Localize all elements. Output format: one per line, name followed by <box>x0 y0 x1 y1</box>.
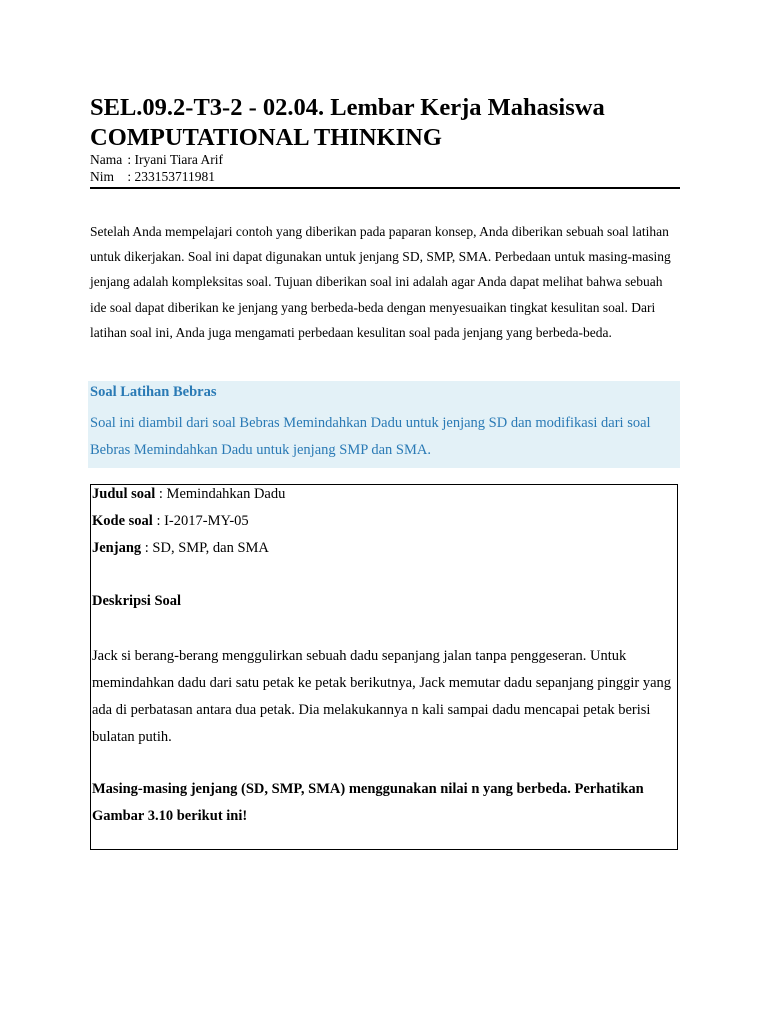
kode-value: : I-2017-MY-05 <box>152 513 249 529</box>
page-title <box>90 93 680 153</box>
level-note: Masing-masing jenjang (SD, SMP, SMA) menggunakan nilai n yang berbeda. Perhatikan Gambar 3.10 berikut ini! <box>92 781 644 824</box>
kode-row <box>92 511 249 531</box>
description-text: Jack si berang-berang menggulirkan sebuah dadu sepanjang jalan tanpa penggeseran. Untuk memindahkan dadu dari satu petak ke petak berikutnya, Jack memutar dadu sepanjang pinggir yang ada di perbatasan antara dua petak. Dia melakukannya n kali sampai dadu mencapai petak berisi bulatan putih. <box>92 648 672 745</box>
description-heading: Deskripsi Soal <box>92 593 182 609</box>
judul-label: Judul soal <box>92 486 156 502</box>
callout-body: Soal ini diambil dari soal Bebras Memindahkan Dadu untuk jenjang SD dan modifikasi dari soal Bebras Memindahkan Dadu untuk jenjang SMP dan SMA. <box>90 415 651 458</box>
title-line-2: COMPUTATIONAL THINKING <box>90 124 442 151</box>
jenjang-label: Jenjang <box>92 540 142 556</box>
name-label: Nama <box>90 152 123 167</box>
kode-label: Kode soal <box>92 513 153 529</box>
judul-value: : Memindahkan Dadu <box>155 486 286 502</box>
student-name-row <box>90 152 223 168</box>
nim-value: : 233153711981 <box>127 169 215 184</box>
nim-label: Nim <box>90 169 115 184</box>
student-nim-row <box>90 169 215 185</box>
callout-title: Soal Latihan Bebras <box>90 384 217 400</box>
name-value: : Iryani Tiara Arif <box>127 152 223 167</box>
title-line-1: SEL.09.2-T3-2 - 02.04. Lembar Kerja Mahasiswa <box>90 94 605 121</box>
jenjang-row <box>92 538 269 558</box>
header-divider <box>90 187 680 189</box>
intro-paragraph: Setelah Anda mempelajari contoh yang diberikan pada paparan konsep, Anda diberikan sebuah soal latihan untuk dikerjakan. Soal ini dapat digunakan untuk jenjang SD, SMP, SMA. Perbedaan untuk masing-masing jenjang adalah kompleksitas soal. Tujuan diberikan soal ini adalah agar Anda dapat melihat bahwa sebuah ide soal dapat diberikan ke jenjang yang berbeda-beda dengan menyesuaikan tingkat kesulitan soal. Dari latihan soal ini, Anda juga mengamati perbedaan kesulitan soal pada jenjang yang berbeda-beda. <box>90 224 671 340</box>
judul-row <box>92 484 285 504</box>
jenjang-value: : SD, SMP, dan SMA <box>141 540 269 556</box>
